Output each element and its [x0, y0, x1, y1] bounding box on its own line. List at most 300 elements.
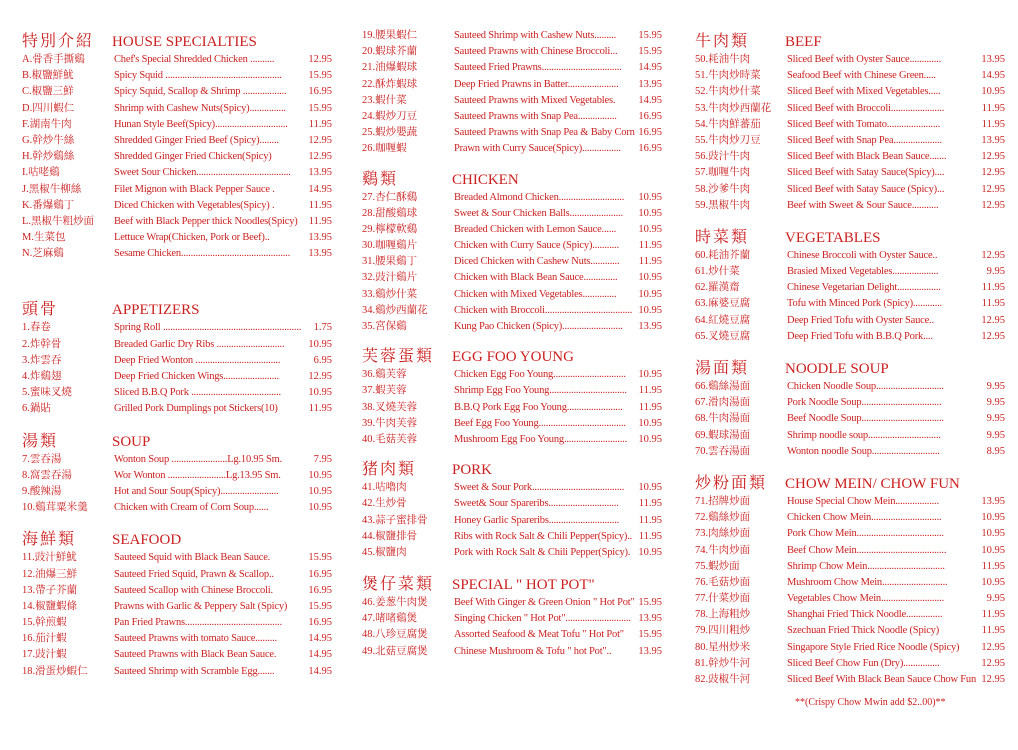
item-name-chinese: 32.豉汁鷄片: [362, 272, 418, 284]
item-price: 12.95: [981, 183, 1005, 195]
item-name-english: Chicken Egg Foo Young..............................: [454, 369, 626, 381]
item-name-english: Chinese Mushroom & Tofu " hot Pot"..: [454, 645, 612, 657]
menu-item: [362, 480, 662, 496]
menu-item: [695, 494, 1005, 510]
section-header: [695, 28, 1005, 50]
menu-item: [695, 510, 1005, 526]
item-name-chinese: 75.蝦炒面: [695, 560, 740, 572]
item-name-chinese: 81.幹炒牛河: [695, 657, 751, 669]
menu-item: [22, 401, 332, 417]
menu-item: [22, 149, 332, 165]
item-name-chinese: 28.甜酸鷄球: [362, 207, 418, 219]
item-name-chinese: 6.鍋貼: [22, 403, 51, 415]
item-price: 11.95: [638, 240, 662, 252]
item-name-english: Mushroom Egg Foo Young..........................: [454, 433, 628, 445]
item-price: 10.95: [638, 304, 662, 316]
menu-item: [362, 496, 662, 512]
item-name-chinese: 63.麻婆豆腐: [695, 298, 751, 310]
item-name-chinese: 20.蝦球芥蘭: [362, 46, 418, 58]
item-name-english: Beef with Sweet & Sour Sauce...........: [787, 199, 939, 211]
item-price: 10.95: [638, 482, 662, 494]
item-name-chinese: 72.鷄絲炒面: [695, 512, 751, 524]
menu-item: [695, 52, 1005, 68]
item-name-chinese: 49.北菇豆腐煲: [362, 645, 428, 657]
menu-section: [362, 166, 662, 336]
menu-item: [695, 640, 1005, 656]
item-price: 14.95: [308, 649, 332, 661]
menu-section: [362, 456, 662, 561]
item-name-english: Wor Wonton ........................Lg.13.95 Sm.: [114, 469, 281, 481]
item-name-chinese: 9.酸辣湯: [22, 485, 62, 497]
item-name-english: Sliced Beef with Tomato......................: [787, 118, 941, 130]
item-price: 12.95: [981, 657, 1005, 669]
item-price: 15.95: [638, 46, 662, 58]
item-price: 11.95: [308, 403, 332, 415]
item-name-english: House Special Chow Mein..................: [787, 495, 939, 507]
item-price: 11.95: [308, 215, 332, 227]
item-price: 12.95: [308, 134, 332, 146]
item-name-english: Pork Noodle Soup.................................: [787, 397, 942, 409]
item-name-english: Diced Chicken with Vegetables(Spicy) .: [114, 199, 275, 211]
item-name-chinese: 13.帶子芥蘭: [22, 584, 78, 596]
crispy-chow-mein-note: **(Crispy Chow Mwin add $2..00)**: [795, 697, 946, 709]
section-header: [362, 456, 662, 478]
section-title-chinese: 芙蓉蛋類: [362, 348, 435, 366]
menu-item: [362, 367, 662, 383]
item-price: 15.95: [308, 102, 332, 114]
section-title-english: CHICKEN: [452, 171, 519, 188]
item-price: 13.95: [638, 613, 662, 625]
menu-item: [22, 182, 332, 198]
section-title-chinese: 時菜類: [695, 228, 750, 246]
item-name-english: Deep Fried Prawns in Batter.....................: [454, 78, 619, 90]
item-price: 11.95: [308, 199, 332, 211]
item-price: 10.95: [638, 223, 662, 235]
item-name-english: Hunan Style Beef(Spicy)..............................: [114, 118, 288, 130]
item-price: 11.95: [308, 118, 332, 130]
item-name-english: Beef Egg Foo Young....................................: [454, 417, 626, 429]
item-price: 14.95: [981, 70, 1005, 82]
item-name-chinese: 3.炸雲吞: [22, 354, 62, 366]
menu-item: [22, 320, 332, 336]
item-name-chinese: 55.牛肉炒刀豆: [695, 134, 761, 146]
menu-section: [362, 343, 662, 448]
menu-item: [22, 615, 332, 631]
item-name-chinese: 43.蒜子蜜排骨: [362, 514, 428, 526]
item-name-chinese: 41.咕嚕肉: [362, 482, 407, 494]
item-price: 12.95: [981, 249, 1005, 261]
item-name-chinese: 19.腰果蝦仁: [362, 30, 418, 41]
item-name-chinese: 64.紅燒豆腐: [695, 314, 751, 326]
item-name-english: Shrimp with Cashew Nuts(Spicy)...............: [114, 102, 286, 114]
menu-item: [362, 383, 662, 399]
menu-item: [22, 353, 332, 369]
item-price: 13.95: [308, 167, 332, 179]
section-title-english: SEAFOOD: [112, 532, 182, 549]
item-name-english: Chicken with Broccoli....................................: [454, 304, 633, 316]
item-name-chinese: 8.窩雲吞湯: [22, 469, 72, 481]
item-price: 10.95: [638, 207, 662, 219]
item-name-english: Shrimp Egg Foo Young................................: [454, 385, 627, 397]
section-title-chinese: 猪肉類: [362, 461, 417, 479]
item-name-chinese: 40.毛菇芙蓉: [362, 433, 418, 445]
item-name-chinese: J.黑椒牛柳絲: [22, 183, 82, 195]
menu-section: [695, 355, 1005, 460]
item-name-chinese: 57.咖喱牛肉: [695, 167, 751, 179]
item-name-english: Sweet & Sour Pork......................................: [454, 482, 625, 494]
item-price: 12.95: [981, 674, 1005, 685]
section-title-chinese: 湯面類: [695, 360, 750, 377]
item-name-english: Shrimp Chow Mein................................: [787, 560, 945, 572]
item-name-english: Spicy Squid ................................................: [114, 70, 282, 82]
menu-item: [695, 672, 1005, 688]
item-name-chinese: 62.羅漢齋: [695, 282, 740, 294]
menu-item: [695, 198, 1005, 214]
item-name-chinese: 61.炒什菜: [695, 266, 740, 278]
section-header: [22, 526, 332, 548]
item-name-chinese: C.椒鹽三鮮: [22, 86, 74, 98]
item-price: 14.95: [638, 94, 662, 106]
item-name-chinese: 56.豉汁牛肉: [695, 151, 751, 163]
item-price: 11.95: [981, 102, 1005, 114]
menu-item: [362, 125, 662, 141]
item-name-english: Deep Fried Tofu with Oyster Sauce..: [787, 314, 934, 326]
item-price: 10.95: [981, 512, 1005, 524]
section-title-chinese: 牛肉類: [695, 33, 750, 50]
item-name-english: Wonton noodle Soup............................: [787, 445, 940, 457]
menu-item: [22, 647, 332, 663]
item-name-chinese: 79.四川粗炒: [695, 625, 751, 637]
item-name-english: Chicken with Cream of Corn Soup......: [114, 502, 269, 514]
section-header: [695, 355, 1005, 377]
menu-item: [695, 623, 1005, 639]
menu-item: [695, 607, 1005, 623]
menu-item: [22, 452, 332, 468]
item-name-chinese: 21.油爆蝦球: [362, 62, 418, 74]
item-name-chinese: 34.鷄炒西蘭花: [362, 304, 428, 316]
item-name-english: Seafood Beef with Chinese Green.....: [787, 70, 936, 82]
section-title-chinese: 鷄類: [362, 170, 399, 188]
item-name-english: Brasied Mixed Vegetables...................: [787, 266, 939, 278]
item-price: 9.95: [986, 413, 1005, 425]
item-name-chinese: 22.酥炸蝦球: [362, 78, 418, 90]
menu-item: [22, 369, 332, 385]
item-name-english: Shanghai Fried Thick Noodle...............: [787, 609, 943, 621]
item-name-english: Tofu with Minced Pork (Spicy)............: [787, 298, 942, 310]
item-name-english: Sauteed Scallop with Chinese Broccoli.: [114, 584, 273, 596]
item-name-english: Beef with Black Pepper thick Noodles(Spicy): [114, 215, 298, 227]
menu-item: [695, 656, 1005, 672]
menu-item: [362, 287, 662, 303]
item-name-chinese: 24.蝦炒刀豆: [362, 110, 418, 122]
item-name-english: Chicken Chow Mein.............................: [787, 512, 942, 524]
menu-item: [695, 117, 1005, 133]
menu-item: [22, 567, 332, 583]
item-price: 10.95: [308, 469, 332, 481]
menu-item: [22, 484, 332, 500]
menu-item: [22, 337, 332, 353]
item-name-english: Sliced Beef with Snap Pea....................: [787, 134, 942, 146]
section-header: [22, 428, 332, 450]
menu-item: [362, 513, 662, 529]
menu-item: [22, 500, 332, 516]
item-price: 16.95: [638, 143, 662, 155]
menu-item: [362, 611, 662, 627]
item-price: 12.95: [981, 641, 1005, 653]
item-price: 10.95: [981, 528, 1005, 540]
item-name-english: Hot and Sour Soup(Spicy)........................: [114, 485, 279, 497]
item-name-chinese: 80.星州炒米: [695, 641, 751, 653]
item-price: 16.95: [308, 568, 332, 580]
item-name-chinese: 68.牛肉湯面: [695, 413, 751, 425]
section-title-english: VEGETABLES: [785, 229, 881, 246]
menu-item: [362, 319, 662, 335]
menu-item: [22, 214, 332, 230]
item-name-english: Pork Chow Mein....................................: [787, 528, 944, 540]
item-name-english: Sauteed Fried Squid, Prawn & Scallop..: [114, 568, 274, 580]
section-title-english: HOUSE SPECIALTIES: [112, 34, 257, 50]
menu-item: [22, 583, 332, 599]
menu-item: [22, 631, 332, 647]
item-name-chinese: 54.牛肉鮮蕃茄: [695, 118, 761, 130]
item-name-chinese: 31.腰果鷄丁: [362, 256, 418, 268]
menu-item: [362, 303, 662, 319]
item-price: 15.95: [308, 70, 332, 82]
item-name-chinese: 37.蝦芙蓉: [362, 385, 407, 397]
item-name-chinese: 2.炸幹骨: [22, 338, 62, 350]
menu-item: [695, 248, 1005, 264]
item-name-english: Sliced Beef With Black Bean Sauce Chow Fun: [787, 674, 976, 685]
item-name-chinese: 4.炸鷄翅: [22, 371, 62, 382]
menu-item: [695, 280, 1005, 296]
item-name-english: Breaded Garlic Dry Ribs ............................: [114, 338, 285, 350]
item-name-english: Prawns with Garlic & Peppery Salt (Spicy): [114, 600, 288, 612]
menu-item: [22, 101, 332, 117]
menu-item: [22, 133, 332, 149]
item-price: 16.95: [638, 110, 662, 122]
menu-column-left: [22, 28, 332, 688]
item-name-chinese: 76.毛菇炒面: [695, 576, 751, 588]
item-name-chinese: 65.叉燒豆腐: [695, 330, 751, 342]
item-price: 10.95: [638, 433, 662, 445]
item-name-english: Sauteed Prawns with Chinese Broccoli...: [454, 46, 618, 58]
section-title-chinese: 海鮮類: [22, 531, 77, 549]
item-name-english: Sesame Chicken.............................................: [114, 248, 291, 260]
menu-item: [22, 385, 332, 401]
item-price: 13.95: [981, 54, 1005, 65]
item-name-english: Sliced B.B.Q Pork .....................................: [114, 387, 281, 399]
item-name-english: Breaded Chicken with Lemon Sauce......: [454, 223, 617, 235]
item-price: 15.95: [308, 552, 332, 564]
item-name-chinese: 52.牛肉炒什菜: [695, 86, 761, 98]
item-name-english: Lettuce Wrap(Chicken, Pork or Beef)..: [114, 232, 270, 244]
item-name-chinese: 11.豉汁鮮魷: [22, 552, 77, 564]
item-price: 7.95: [313, 453, 332, 465]
menu-item: [695, 444, 1005, 460]
menu-item: [22, 664, 332, 680]
menu-item: [362, 141, 662, 157]
item-name-english: Sweet Sour Chicken.......................................: [114, 167, 291, 179]
item-price: 16.95: [308, 86, 332, 98]
item-price: 14.95: [308, 633, 332, 645]
item-name-english: Sauteed Shrimp with Cashew Nuts.........: [454, 30, 617, 41]
item-name-chinese: 33.鷄炒什菜: [362, 288, 418, 300]
menu-item: [695, 411, 1005, 427]
item-name-english: Deep Fried Chicken Wings.......................: [114, 371, 279, 382]
menu-item: [362, 206, 662, 222]
section-title-chinese: 湯類: [22, 432, 59, 450]
menu-item: [22, 117, 332, 133]
item-name-chinese: 10.鷄茸粟米羹: [22, 502, 88, 514]
menu-item: [695, 526, 1005, 542]
menu-section: [22, 296, 332, 417]
menu-item: [695, 68, 1005, 84]
item-price: 12.95: [308, 151, 332, 163]
menu-item: [695, 329, 1005, 345]
item-price: 11.95: [638, 530, 662, 542]
item-price: 12.95: [308, 54, 332, 65]
item-name-chinese: G.幹炒牛絲: [22, 134, 75, 146]
item-name-chinese: B.椒鹽鮮魷: [22, 70, 74, 82]
menu-section: [695, 470, 1005, 688]
menu-item: [362, 28, 662, 44]
menu-section: [22, 428, 332, 517]
item-price: 13.95: [638, 78, 662, 90]
item-name-english: Beef Chow Mein.....................................: [787, 544, 947, 556]
item-name-chinese: 16.茄汁蝦: [22, 633, 67, 645]
menu-item: [362, 254, 662, 270]
menu-item: [695, 543, 1005, 559]
item-price: 10.95: [308, 387, 332, 399]
item-price: 13.95: [638, 645, 662, 657]
menu-item: [22, 52, 332, 68]
menu-item: [695, 559, 1005, 575]
item-name-english: Deep Fried Wonton ...................................: [114, 354, 281, 366]
item-price: 10.95: [308, 485, 332, 497]
item-price: 11.95: [981, 118, 1005, 130]
menu-item: [22, 165, 332, 181]
item-name-english: Honey Garlic Spareribs.............................: [454, 514, 620, 526]
section-title-english: PORK: [452, 462, 493, 479]
section-title-english: NOODLE SOUP: [785, 361, 889, 377]
section-title-chinese: 頭骨: [22, 301, 59, 319]
menu-item: [695, 101, 1005, 117]
item-name-chinese: 47.啫啫鷄煲: [362, 613, 418, 625]
item-name-english: Sweet & Sour Chicken Balls......................: [454, 207, 623, 219]
item-name-chinese: M.生菜包: [22, 232, 66, 244]
item-name-chinese: 23.蝦什菜: [362, 94, 407, 106]
menu-item: [695, 395, 1005, 411]
item-price: 10.95: [981, 576, 1005, 588]
item-name-chinese: 71.招牌炒面: [695, 495, 751, 507]
item-name-english: Chef's Special Shredded Chicken ..........: [114, 54, 275, 65]
item-price: 10.95: [308, 502, 332, 514]
menu-item: [695, 428, 1005, 444]
item-name-chinese: 44.椒鹽排骨: [362, 530, 418, 542]
item-name-english: Sliced Beef with Satay Sauce (Spicy)...: [787, 183, 945, 195]
item-price: 9.95: [986, 429, 1005, 441]
menu-item: [362, 529, 662, 545]
item-price: 10.95: [638, 191, 662, 203]
item-name-chinese: 39.牛肉芙蓉: [362, 417, 418, 429]
item-price: 12.95: [981, 167, 1005, 179]
item-name-english: Breaded Almond Chicken...........................: [454, 191, 625, 203]
item-name-chinese: A.骨香手撕鷄: [22, 54, 85, 65]
item-name-english: Chicken with Curry Sauce (Spicy)...........: [454, 240, 619, 252]
item-name-english: Sliced Beef with Mixed Vegetables.....: [787, 86, 941, 98]
item-price: 12.95: [981, 314, 1005, 326]
item-name-english: Chinese Broccoli with Oyster Sauce..: [787, 249, 938, 261]
section-title-chinese: 煲仔菜類: [362, 576, 435, 594]
section-header: [362, 166, 662, 188]
item-name-english: Sliced Beef with Satay Sauce(Spicy)....: [787, 167, 945, 179]
menu-item: [22, 550, 332, 566]
item-name-chinese: 59.黑椒牛肉: [695, 199, 751, 211]
item-price: 11.95: [638, 385, 662, 397]
item-price: 1.75: [313, 322, 332, 334]
item-name-chinese: F.湖南牛肉: [22, 118, 72, 130]
item-name-chinese: 30.咖喱鷄片: [362, 240, 418, 252]
menu-item: [362, 60, 662, 76]
section-title-english: BEEF: [785, 34, 822, 50]
item-price: 9.95: [986, 397, 1005, 409]
item-price: 11.95: [638, 498, 662, 510]
item-price: 13.95: [308, 248, 332, 260]
menu-section: [695, 224, 1005, 345]
item-price: 10.95: [638, 272, 662, 284]
item-price: 10.95: [638, 288, 662, 300]
section-title-english: EGG FOO YOUNG: [452, 349, 574, 366]
menu-item: [695, 182, 1005, 198]
item-price: 11.95: [638, 401, 662, 413]
item-name-chinese: 1.春卷: [22, 322, 51, 334]
menu-column-right: [695, 28, 1005, 710]
item-name-chinese: 48.八珍豆腐煲: [362, 629, 428, 641]
item-name-chinese: 42.生炒骨: [362, 498, 407, 510]
menu-section: [22, 526, 332, 680]
item-name-english: Spring Roll .........................................................: [114, 322, 302, 334]
item-name-chinese: 15.幹煎蝦: [22, 617, 67, 629]
item-name-english: Sauteed Prawns with Snap Pea................: [454, 110, 617, 122]
section-header: [362, 571, 662, 593]
item-price: 11.95: [638, 256, 662, 268]
item-name-english: Singapore Style Fried Rice Noodle (Spicy): [787, 641, 960, 653]
section-title-chinese: 炒粉面類: [695, 474, 768, 492]
item-name-english: Sliced Beef with Broccoli......................: [787, 102, 945, 114]
item-name-chinese: 45.椒鹽肉: [362, 546, 407, 558]
item-name-english: Chicken with Black Bean Sauce..............: [454, 272, 618, 284]
item-name-chinese: 14.椒鹽蝦條: [22, 600, 78, 612]
section-title-english: APPETIZERS: [112, 302, 200, 319]
menu-item: [695, 591, 1005, 607]
item-name-english: Sauteed Squid with Black Bean Sauce.: [114, 552, 271, 564]
item-price: 15.95: [638, 597, 662, 609]
item-name-chinese: 27.杏仁酥鷄: [362, 191, 418, 203]
menu-item: [695, 133, 1005, 149]
item-name-chinese: 77.什菜炒面: [695, 593, 751, 605]
section-title-chinese: 特別介紹: [22, 33, 95, 50]
menu-item: [695, 379, 1005, 395]
menu-section: [22, 28, 332, 262]
section-header: [695, 224, 1005, 246]
item-name-english: Deep Fried Tofu with B.B.Q Pork....: [787, 330, 933, 342]
item-name-chinese: L.黑椒牛粗炒面: [22, 215, 95, 227]
item-price: 11.95: [981, 298, 1005, 310]
item-name-english: Filet Mignon with Black Pepper Sauce .: [114, 183, 275, 195]
item-name-english: Spicy Squid, Scallop & Shrimp ..................: [114, 86, 287, 98]
item-price: 13.95: [981, 495, 1005, 507]
item-price: 11.95: [981, 282, 1005, 294]
